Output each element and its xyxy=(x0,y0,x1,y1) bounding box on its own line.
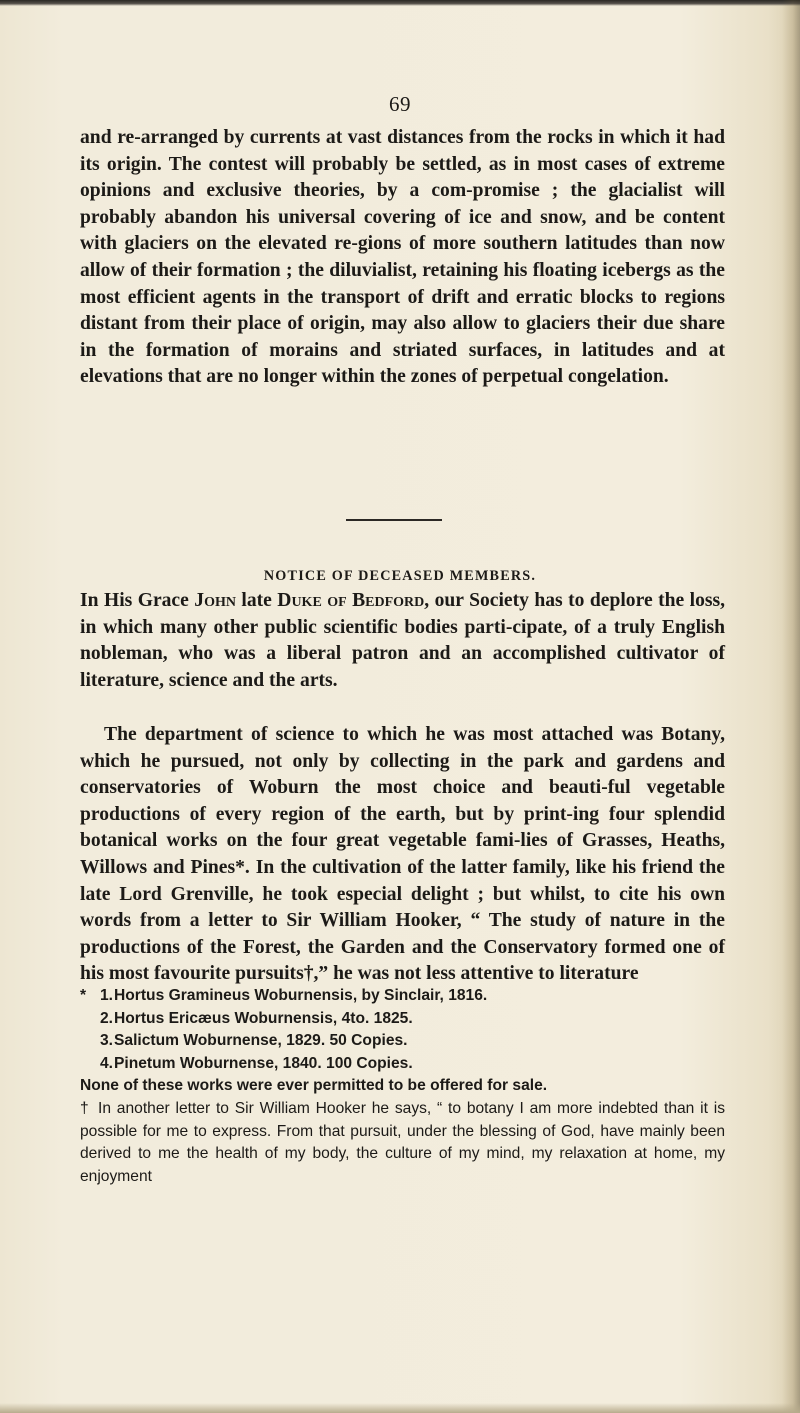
text-rest: , our Society has to deplore the loss, in which many other public scientific bodies parti-cipate, of a truly English nobleman, who was a liberal patron and an accomplished cultivator of literature, science and the arts. xyxy=(80,590,726,691)
footnote-star-mark: * xyxy=(80,987,87,1004)
paragraph-continuation xyxy=(80,125,725,391)
footnote-number: 1. xyxy=(100,987,114,1004)
footnote-item xyxy=(80,1053,725,1076)
name-john: John xyxy=(194,590,236,611)
footnote-number: 3. xyxy=(100,1032,114,1050)
footnote-text: Hortus Gramineus Woburnensis, by Sinclair, 1816. xyxy=(114,987,488,1004)
footnote-number: 4. xyxy=(100,1054,114,1072)
footnote-list xyxy=(80,985,725,1075)
footnote-dagger xyxy=(80,1098,725,1188)
footnote-dagger-mark: † xyxy=(80,1099,89,1117)
footnote-number: 2. xyxy=(100,1009,114,1027)
paragraph-text: The department of science to which he was most attached was Botany, which he pursued, not only by collecting in the park and gardens and conservatories of Woburn the most choice and beauti-ful vegetable productions of every region of the earth, but by print-ing four splendid botanical works on the four great vegetable fami-lies of Grasses, Heaths, Willows and Pines*. In the cultivation of the latter family, like his friend the late Lord Grenville, he took especial delight ; but whilst, to cite his own words from a letter to Sir William Hooker, “ The study of nature in the productions of the Forest, the Garden and the Conservatory formed one of his most favourite pursuits†,” he was not less attentive to literature xyxy=(80,724,725,985)
text-mid: late xyxy=(235,590,278,611)
footnote-text: Salictum Woburnense, 1829. 50 Copies. xyxy=(114,1032,408,1050)
footnote-item xyxy=(80,1030,725,1053)
footnote-item xyxy=(80,1008,725,1031)
title-duke-of-bedford: Duke of Bedford xyxy=(277,590,425,611)
footnote-dagger-text: In another letter to Sir William Hooker he says, “ to botany I am more indebted than it is possible for me to express. From that pursuit, under the blessing of God, have mainly been derived to me the health of my body, the culture of my mind, my relaxation at home, my enjoyment xyxy=(80,1099,725,1185)
footnote-note: None of these works were ever permitted to be offered for sale. xyxy=(80,1077,548,1095)
paragraph-text: and re-arranged by currents at vast distances from the rocks in which it had its origin. The contest will probably be settled, as in most cases of extreme opinions and exclusive theories, by a com-promise ; the glacialist will probably abandon his universal covering of ice and snow, and be content with glaciers on the elevated re-gions of more southern latitudes than now allow of their formation ; the diluvialist, retaining his floating icebergs as the most efficient agents in the transport of drift and erratic blocks to regions distant from their place of origin, may also allow to glaciers their due share in the formation of morains and striated surfaces, in latitudes and at elevations that are no longer within the zones of perpetual congelation. xyxy=(80,127,725,388)
page-number: 69 xyxy=(389,92,411,116)
paragraph-obituary-intro xyxy=(80,588,725,694)
section-divider xyxy=(346,519,442,521)
section-heading: NOTICE OF DECEASED MEMBERS. xyxy=(263,568,537,584)
paragraph-botany xyxy=(80,722,725,988)
footnote-item xyxy=(80,985,725,1008)
text-lead: In His Grace xyxy=(80,590,195,611)
footnote-text: Pinetum Woburnense, 1840. 100 Copies. xyxy=(114,1054,413,1072)
page-edge-shadow xyxy=(782,0,800,1413)
bottom-edge-shadow xyxy=(0,1403,800,1413)
footnote-text: Hortus Ericæus Woburnensis, 4to. 1825. xyxy=(114,1009,413,1027)
paragraph-text xyxy=(80,588,725,694)
top-edge-shadow xyxy=(0,0,800,6)
footnotes xyxy=(80,985,725,1188)
